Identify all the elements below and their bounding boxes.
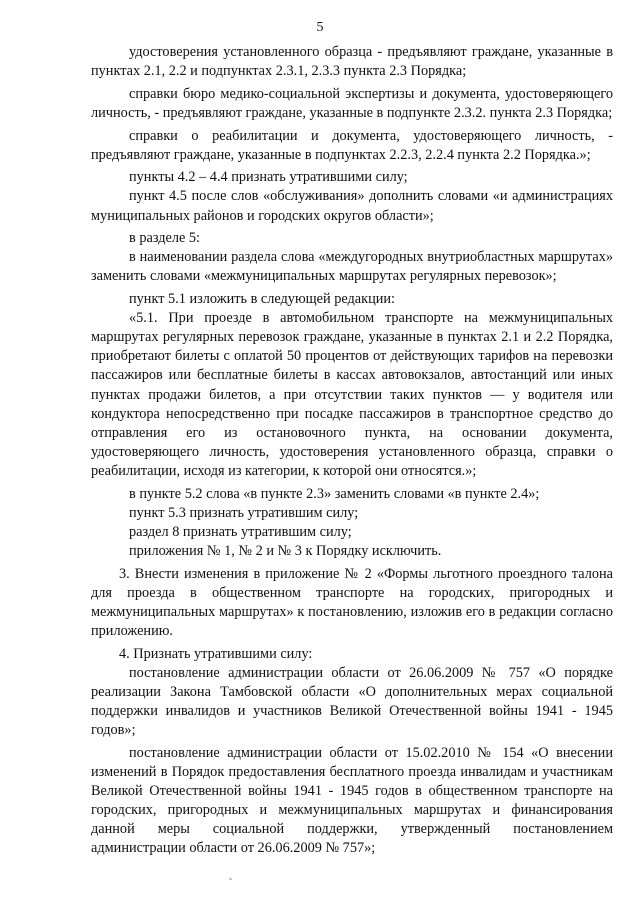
paragraph-items-4-2-4-4: пункты 4.2 – 4.4 признать утратившими силу;: [129, 169, 408, 186]
paragraph-certificate-holders: удостоверения установленного образца - предъявляют граждане, указанные в пунктах 2.1, 2.2 и подпунктах 2.3.1, 2.3.3 пункта 2.3 Порядка;: [91, 44, 613, 80]
paragraph-appendices: приложения № 1, № 2 и № 3 к Порядку исключить.: [129, 542, 442, 559]
footer-mark: [229, 878, 232, 880]
paragraph-rehabilitation-certificate: справки о реабилитации и документа, удостоверяющего личность, - предъявляют граждане, указанные в подпунктах 2.2.3, 2.2.4 пункта 2.2 Порядка.»;: [91, 127, 613, 163]
paragraph-section-8: раздел 8 признать утратившим силу;: [129, 523, 352, 540]
paragraph-decree-757: постановление администрации области от 26.06.2009 № 757 «О порядке реализации Закона Тамбовской области «О дополнительных мерах социальной поддержки инвалидов и участников Великой Отечественной войны 1941 - 1945 годов»;: [91, 664, 613, 738]
paragraph-section-5-title: в наименовании раздела слова «междугородных внутриобластных маршрутах» заменить словами «межмуниципальных маршрутах регулярных перевозок»;: [91, 249, 613, 285]
document-body: [91, 43, 613, 862]
paragraph-item-5-2: в пункте 5.2 слова «в пункте 2.3» заменить словами «в пункте 2.4»;: [129, 485, 540, 502]
paragraph-item-5-1-intro: пункт 5.1 изложить в следующей редакции:: [129, 291, 396, 308]
paragraph-item-5-3: пункт 5.3 признать утратившим силу;: [129, 504, 359, 521]
paragraph-decree-154: постановление администрации области от 15.02.2010 № 154 «О внесении изменений в Порядок предоставления бесплатного проезда инвалидам и участникам Великой Отечественной войны 1941 - 1945 годов в общественном транспорте на городских, пригородных и межмуниципальных маршрутах и финансирования данной меры социальной поддержки, утвержденный постановлением администрации области от 26.06.2009 № 757»;: [91, 744, 613, 857]
paragraph-section-5: в разделе 5:: [129, 230, 201, 247]
paragraph-item-4-5: пункт 4.5 после слов «обслуживания» дополнить словами «и администрациях муниципальных районов и городских округов области»;: [91, 188, 613, 224]
page-number: 5: [316, 20, 324, 35]
paragraph-mse-certificate: справки бюро медико-социальной экспертизы и документа, удостоверяющего личность, - предъявляют граждане, указанные в подпункте 2.3.2. пункта 2.3 Порядка;: [91, 85, 613, 121]
paragraph-point-3: 3. Внести изменения в приложение № 2 «Формы льготного проездного талона для проезда в общественном транспорте на городских, пригородных и межмуниципальных маршрутах» к постановлению, изложив его в редакции согласно приложению.: [91, 565, 613, 639]
paragraph-point-4: 4. Признать утратившими силу:: [119, 645, 313, 662]
paragraph-item-5-1-text: «5.1. При проезде в автомобильном транспорте на межмуниципальных маршрутах регулярных перевозок граждане, указанные в пунктах 2.1 и 2.2 Порядка, приобретают билеты с оплатой 50 процентов от действующих тарифов на перевозки пассажиров или бесплатные билеты в кассах автовокзалов, автостанций или иных пунктах продажи билетов, а при отсутствии таких пунктов — у водителя или кондуктора непосредственно при посадке пассажиров в транспортное средство до отправления его из остановочного пункта, на основании документа, удостоверяющего личность, удостоверения установленного образца, справки о реабилитации, исходя из категории, к которой они относятся.»;: [91, 310, 613, 479]
